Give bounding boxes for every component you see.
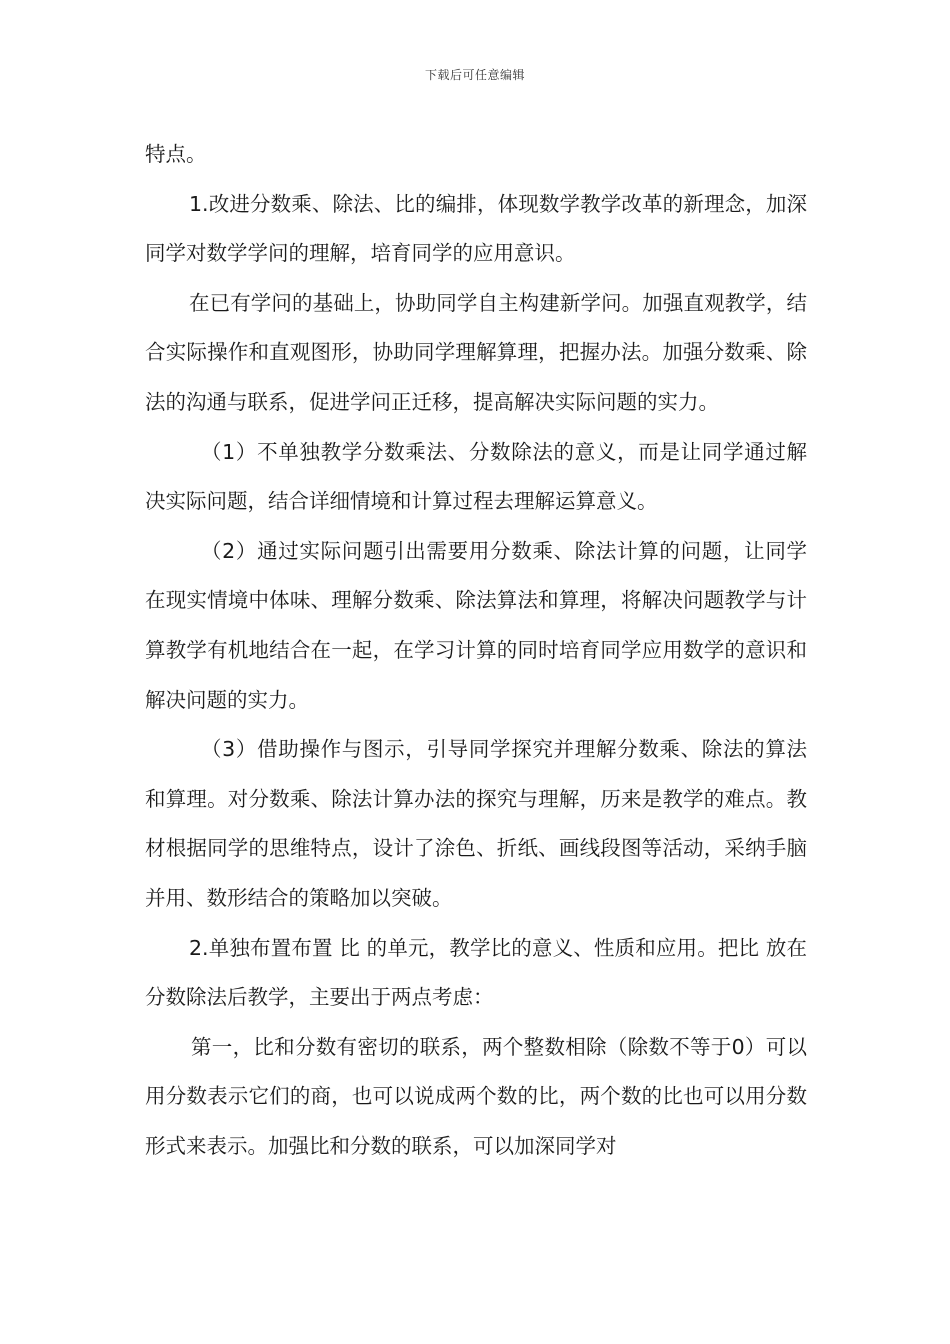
document-body (145, 130, 807, 1171)
paragraph-foundation: 在已有学问的基础上，协助同学自主构建新学问。加强直观教学，结合实际操作和直观图形，协助同学理解算理，把握办法。加强分数乘、除法的沟通与联系，促进学问正迁移，提高解决实际问题的实力。 (145, 290, 807, 414)
paragraph-point-1: 1.改进分数乘、除法、比的编排，体现数学教学改革的新理念，加深同学对数学学问的理解，培育同学的应用意识。 (145, 191, 807, 266)
paragraph-sub-3: （3）借助操作与图示，引导同学探究并理解分数乘、除法的算法和算理。对分数乘、除法计算办法的探究与理解，历来是教学的难点。教材根据同学的思维特点，设计了涂色、折纸、画线段图等活动，采纳手脑并用、数形结合的策略加以突破。 (145, 737, 807, 910)
page-header: 下载后可任意编辑 (424, 68, 525, 82)
paragraph-continuation: 特点。 (145, 142, 207, 166)
paragraph-sub-2: （2）通过实际问题引出需要用分数乘、除法计算的问题，让同学在现实情境中体味、理解分数乘、除法算法和算理，将解决问题教学与计算教学有机地结合在一起，在学习计算的同时培育同学应用数学的意识和解决问题的实力。 (145, 538, 807, 712)
paragraph-point-2: 2.单独布置布置 比 的单元，教学比的意义、性质和应用。把比 放在分数除法后教学，主要出于两点考虑： (145, 935, 807, 1010)
paragraph-first-reason: 第一，比和分数有密切的联系，两个整数相除（除数不等于0）可以用分数表示它们的商，也可以说成两个数的比，两个数的比也可以用分数形式来表示。加强比和分数的联系，可以加深同学对 (145, 1034, 807, 1158)
paragraph-sub-1: （1）不单独教学分数乘法、分数除法的意义，而是让同学通过解决实际问题，结合详细情境和计算过程去理解运算意义。 (145, 439, 807, 514)
